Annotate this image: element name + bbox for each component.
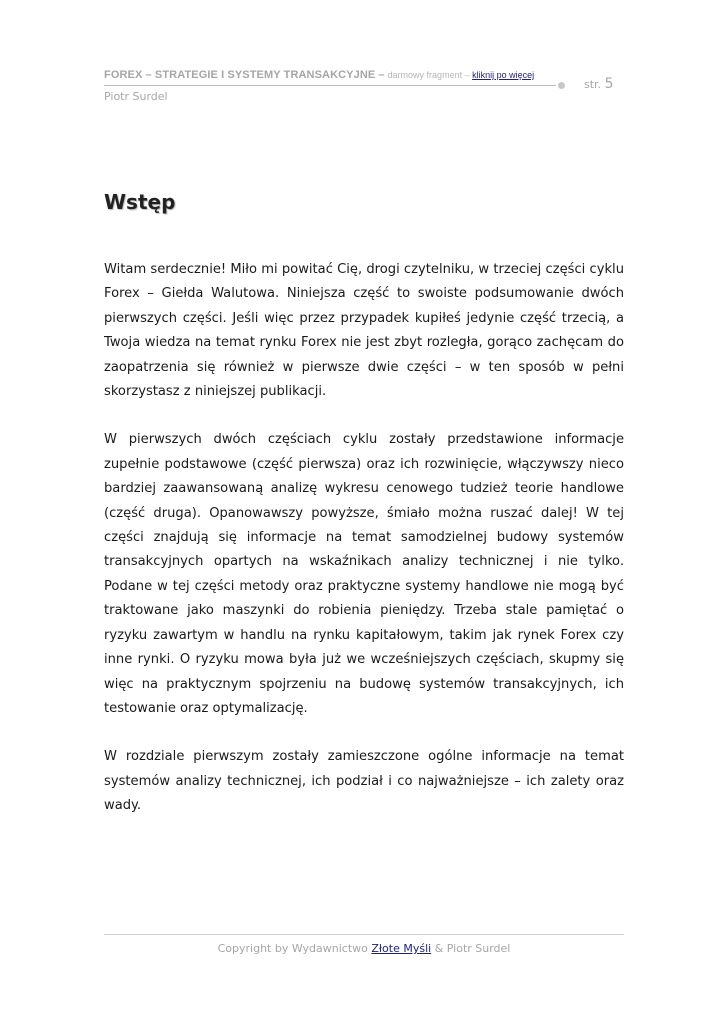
- header-separator: –: [375, 69, 388, 81]
- chapter-title: Wstęp: [104, 190, 176, 214]
- book-title: FOREX – STRATEGIE I SYSTEMY TRANSAKCYJNE: [104, 69, 376, 81]
- copyright-prefix: Copyright by Wydawnictwo: [217, 942, 372, 955]
- header-divider: [104, 85, 556, 86]
- page-number-value: 5: [604, 76, 614, 92]
- paragraph-2: W pierwszych dwóch częściach cyklu zostały przedstawione informacje zupełnie podstawowe (część pierwsza) oraz ich rozwinięcie, włączywszy nieco bardziej zaawansowaną analizę wykresu cenowego tudzież teorie handlowe (część druga). Opanowawszy powyższe, śmiało można ruszać dalej! W tej części znajdują się informacje na temat samodzielnej budowy systemów transakcyjnych opartych na wskaźnikach analizy technicznej i nie tylko. Podane w tej części metody oraz praktyczne systemy handlowe nie mogą być traktowane jako maszynki do robienia pieniędzy. Trzeba stale pamiętać o ryzyku zawartym w handlu na rynku kapitałowym, takim jak rynek Forex czy inne rynki. O ryzyku mowa była już we wcześniejszych częściach, skupmy się więc na praktycznym spojrzeniu na budowę systemów transakcyjnych, ich testowanie oraz optymalizację.: [104, 432, 624, 716]
- footer-separator: &: [431, 942, 447, 955]
- page-number: [584, 76, 613, 92]
- copyright-footer: [104, 942, 624, 955]
- paragraph-1: Witam serdecznie! Miło mi powitać Cię, drogi czytelniku, w trzeciej części cyklu Forex – Giełda Walutowa. Niniejsza część to swoiste podsumowanie dwóch pierwszych części. Jeśli więc przez przypadek kupiłeś jedynie część trzecią, a Twoja wiedza na temat rynku Forex nie jest zbyt rozległa, gorąco zachęcam do zaopatrzenia się również w pierwsze dwie części – w ten sposób w pełni skorzystasz z niniejszej publikacji.: [104, 262, 624, 400]
- footer-author: Piotr Surdel: [446, 942, 511, 955]
- footer-divider: [104, 934, 624, 935]
- page-prefix: str.: [584, 78, 605, 91]
- header-author: Piotr Surdel: [104, 90, 168, 103]
- running-header: [104, 68, 564, 82]
- publisher-link[interactable]: Złote Myśli: [371, 942, 432, 955]
- bullet-icon: [558, 82, 565, 89]
- more-link[interactable]: kliknij po więcej: [472, 70, 535, 80]
- free-fragment-label: darmowy fragment –: [387, 70, 473, 80]
- paragraph-3: W rozdziale pierwszym zostały zamieszczone ogólne informacje na temat systemów analizy technicznej, ich podział i co najważniejsze – ich zalety oraz wady.: [104, 749, 624, 814]
- body-text: [104, 258, 624, 843]
